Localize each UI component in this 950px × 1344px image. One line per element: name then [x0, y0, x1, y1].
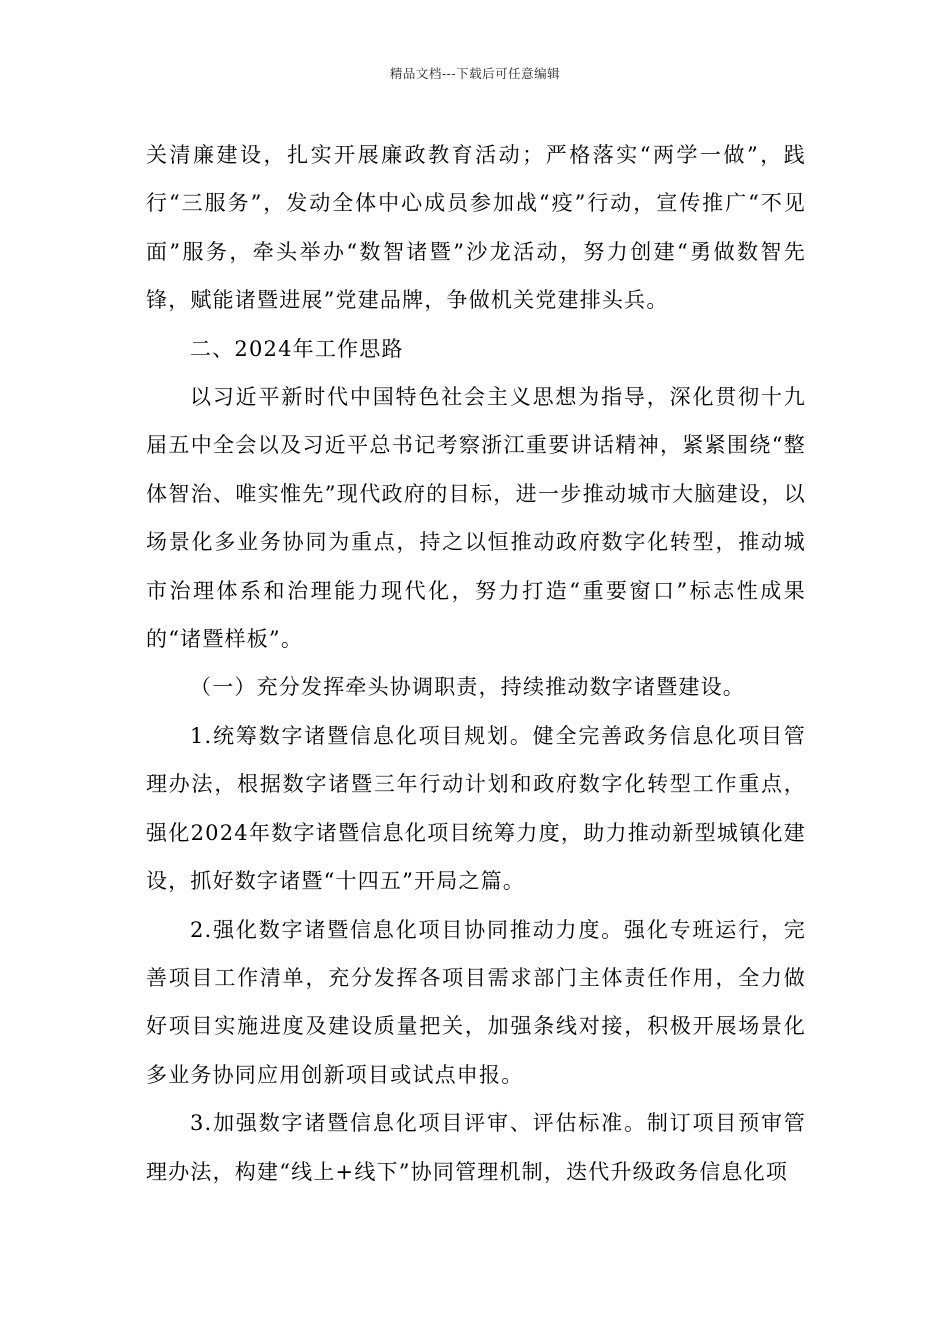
paragraph-guiding-thought: 以习近平新时代中国特色社会主义思想为指导，深化贯彻十九届五中全会以及习近平总书记考察浙江重要讲话精神，紧紧围绕“整体智治、唯实惟先”现代政府的目标，进一步推动城市大脑建设，以场景化多业务协同为重点，持之以恒推动政府数字化转型，推动城市治理体系和治理能力现代化，努力打造“重要窗口”标志性成果的“诸暨样板”。 — [146, 385, 806, 652]
page-header: 精品文档---下载后可任意编辑 — [389, 66, 561, 81]
paragraph-continuation: 关清廉建设，扎实开展廉政教育活动；严格落实“两学一做”，践行“三服务”，发动全体中心成员参加战“疫”行动，宣传推广“不见面”服务，牵头举办“数智诸暨”沙龙活动，努力创建“勇做数智先锋，赋能诸暨进展”党建品牌，争做机关党建排头兵。 — [146, 143, 806, 313]
section-heading: 二、2024年工作思路 — [190, 336, 404, 361]
document-body — [146, 131, 806, 1196]
subsection-heading: （一）充分发挥牵头协调职责，持续推动数字诸暨建设。 — [190, 675, 745, 700]
paragraph-item-1: 1.统筹数字诸暨信息化项目规划。健全完善政务信息化项目管理办法，根据数字诸暨三年行动计划和政府数字化转型工作重点，强化2024年数字诸暨信息化项目统筹力度，助力推动新型城镇化建设，抓好数字诸暨“十四五”开局之篇。 — [146, 723, 806, 894]
paragraph-item-3: 3.加强数字诸暨信息化项目评审、评估标准。制订项目预审管理办法，构建“线上+线下”协同管理机制，迭代升级政务信息化项 — [146, 1111, 806, 1184]
paragraph-item-2: 2.强化数字诸暨信息化项目协同推动力度。强化专班运行，完善项目工作清单，充分发挥各项目需求部门主体责任作用，全力做好项目实施进度及建设质量把关，加强条线对接，积极开展场景化多业务协同应用创新项目或试点申报。 — [146, 917, 806, 1087]
